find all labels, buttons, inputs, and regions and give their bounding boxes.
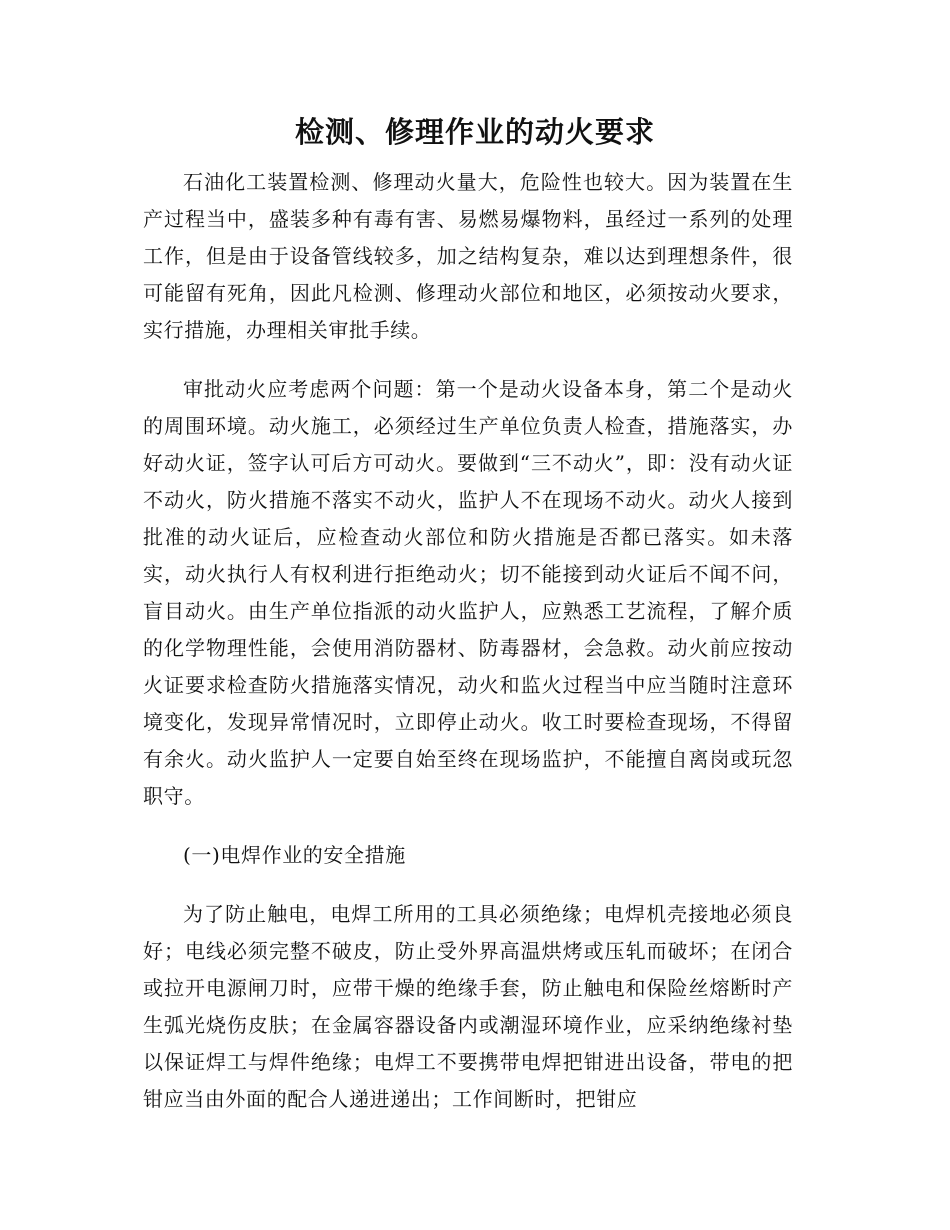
paragraph-intro: 石油化工装置检测、修理动火量大，危险性也较大。因为装置在生产过程当中，盛装多种有毒有害、易燃易爆物料，虽经过一系列的处理工作，但是由于设备管线较多，加之结构复杂，难以达到理想条件，很可能留有死角，因此凡检测、修理动火部位和地区，必须按动火要求，实行措施，办理相关审批手续。 xyxy=(143,170,793,342)
section-heading-welding: (一)电焊作业的安全措施 xyxy=(183,843,406,867)
paragraph-welding: 为了防止触电，电焊工所用的工具必须绝缘；电焊机壳接地必须良好；电线必须完整不破皮，防止受外界高温烘烤或压轧而破坏；在闭合或拉开电源闸刀时，应带干燥的绝缘手套，防止触电和保险丝熔断时产生弧光烧伤皮肤；在金属容器设备内或潮湿环境作业，应采纳绝缘衬垫以保证焊工与焊件绝缘；电焊工不要携带电焊把钳进出设备，带电的把钳应当由外面的配合人递进递出；工作间断时，把钳应 xyxy=(143,902,793,1111)
document-body xyxy=(143,164,793,1140)
paragraph-approval: 审批动火应考虑两个问题：第一个是动火设备本身，第二个是动火的周围环境。动火施工，必须经过生产单位负责人检查，措施落实，办好动火证，签字认可后方可动火。要做到“三不动火”，即：没有动火证不动火，防火措施不落实不动火，监护人不在现场不动火。动火人接到批准的动火证后，应检查动火部位和防火措施是否都已落实。如未落实，动火执行人有权利进行拒绝动火；切不能接到动火证后不闻不问，盲目动火。由生产单位指派的动火监护人，应熟悉工艺流程，了解介质的化学物理性能，会使用消防器材、防毒器材，会急救。动火前应按动火证要求检查防火措施落实情况，动火和监火过程当中应当随时注意环境变化，发现异常情况时，立即停止动火。收工时要检查现场，不得留有余火。动火监护人一定要自始至终在现场监护，不能擅自离岗或玩忽职守。 xyxy=(143,377,793,808)
document-title: 检测、修理作业的动火要求 xyxy=(294,115,655,149)
